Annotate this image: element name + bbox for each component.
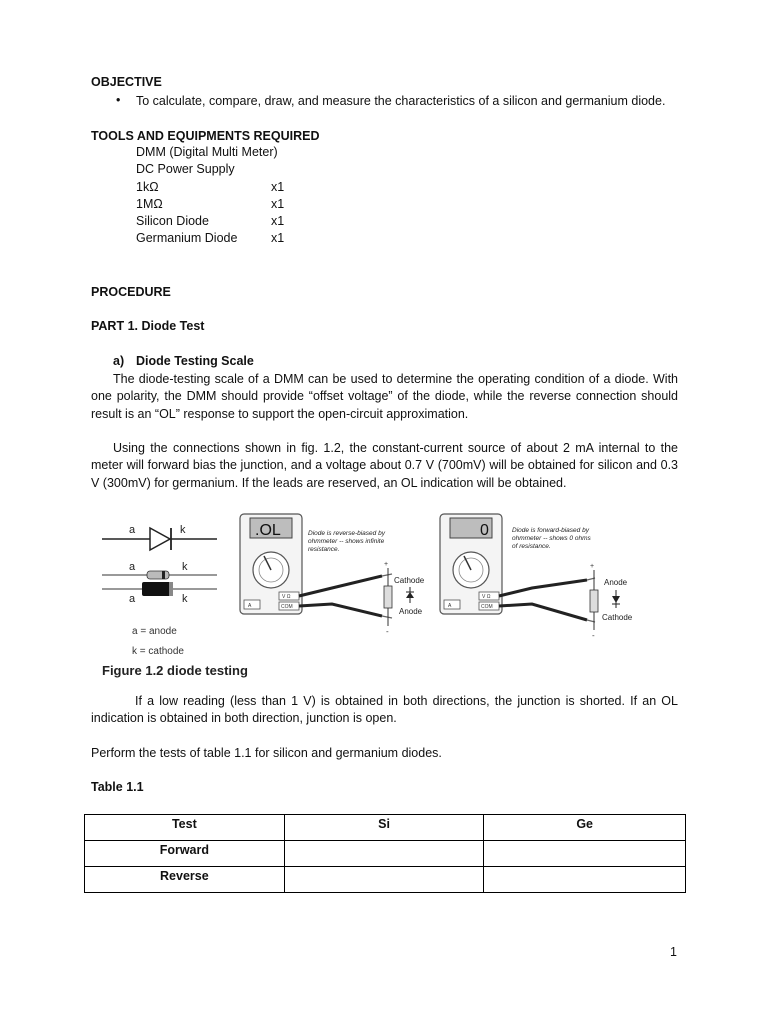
- tool-item: [136, 214, 336, 231]
- paragraph-shorted-open: If a low reading (less than 1 V) is obtained in both directions, the junction is shorted. If an OL indication is obtained in both direction, junction is open.: [91, 694, 678, 726]
- table-cell: [284, 841, 484, 867]
- plus-sign: +: [590, 563, 595, 570]
- jack-com: COM: [281, 604, 293, 610]
- figure-caption: Figure 1.2 diode testing: [102, 663, 248, 678]
- power-diode-icon: [102, 582, 217, 596]
- legend-cathode: k = cathode: [132, 646, 184, 657]
- procedure-heading: PROCEDURE: [91, 285, 171, 299]
- meter2-display: 0: [480, 522, 489, 539]
- tool-name: 1MΩ: [136, 197, 163, 211]
- test-leads-2: [499, 578, 595, 622]
- minus-sign: -: [592, 631, 595, 640]
- subsection-title: Diode Testing Scale: [136, 354, 254, 368]
- label-k: k: [182, 561, 188, 573]
- table-row: [85, 867, 686, 893]
- tools-heading: TOOLS AND EQUIPMENTS REQUIRED: [91, 129, 320, 143]
- table-header-cell: Ge: [484, 815, 686, 841]
- meter1-note-line: Diode is reverse-biased by: [308, 530, 385, 537]
- meter1-note-line: resistance.: [308, 546, 340, 553]
- tool-name: Silicon Diode: [136, 214, 209, 228]
- table-header-cell: Test: [85, 815, 285, 841]
- legend-anode: a = anode: [132, 626, 177, 637]
- table-row: [85, 841, 686, 867]
- objective-text: To calculate, compare, draw, and measure the characteristics of a silicon and germanium diode.: [136, 94, 666, 108]
- tool-item: [136, 145, 336, 162]
- test-leads-1: [299, 574, 392, 618]
- meter2-note-line: ohmmeter -- shows 0 ohms: [512, 535, 591, 542]
- page-number: 1: [670, 945, 677, 959]
- subsection-marker: a): [113, 354, 125, 368]
- jack-vohm: V Ω: [282, 594, 291, 600]
- table-cell: [484, 841, 686, 867]
- label-a: a: [129, 593, 136, 605]
- meter2-top-label: Anode: [604, 578, 628, 587]
- jack-a: A: [448, 603, 452, 609]
- tool-item: [136, 231, 336, 248]
- tool-item: [136, 197, 336, 214]
- small-diode-icon: [612, 590, 620, 608]
- tool-name: DC Power Supply: [136, 162, 235, 176]
- diode-test-table: [84, 814, 686, 893]
- tool-qty: x1: [271, 180, 285, 194]
- bullet-icon: •: [116, 93, 121, 107]
- table-cell: Forward: [85, 841, 285, 867]
- table-header-cell: Si: [284, 815, 484, 841]
- tool-item: [136, 180, 336, 197]
- table-cell: [284, 867, 484, 893]
- jack-vohm: V Ω: [482, 594, 491, 600]
- meter1-bottom-label: Anode: [399, 607, 423, 616]
- perform-instruction: Perform the tests of table 1.1 for silicon and germanium diodes.: [91, 746, 442, 760]
- label-a: a: [129, 524, 136, 536]
- table-cell: Reverse: [85, 867, 285, 893]
- multimeter-forward: [440, 514, 502, 614]
- small-diode-icon: [406, 587, 414, 603]
- tool-name: DMM (Digital Multi Meter): [136, 145, 278, 159]
- tool-qty: x1: [271, 214, 285, 228]
- glass-diode-icon: [102, 571, 217, 579]
- meter2-note-line: of resistance.: [512, 543, 551, 550]
- meter2-note-line: Diode is forward-biased by: [512, 527, 589, 534]
- meter1-top-label: Cathode: [394, 576, 425, 585]
- tool-name: 1kΩ: [136, 180, 159, 194]
- meter2-bottom-label: Cathode: [602, 613, 633, 622]
- jack-com: COM: [481, 604, 493, 610]
- meter1-display: .OL: [255, 522, 281, 539]
- paragraph-diode-scale: The diode-testing scale of a DMM can be used to determine the operating condition of a diode. With one polarity, the DMM should provide “offset voltage” of the diode, while the reverse connection should result is an “OL” response to support the open-circuit approximation.: [91, 372, 678, 421]
- plus-sign: +: [384, 561, 389, 568]
- label-a: a: [129, 561, 136, 573]
- label-k: k: [182, 593, 188, 605]
- multimeter-reverse: [240, 514, 302, 614]
- table-label: Table 1.1: [91, 780, 144, 794]
- diode-symbol: [102, 528, 217, 550]
- table-header-row: [85, 815, 686, 841]
- part1-heading: PART 1. Diode Test: [91, 319, 205, 333]
- minus-sign: -: [386, 627, 389, 636]
- jack-a: A: [248, 603, 252, 609]
- meter1-note-line: ohmmeter -- shows infinite: [308, 538, 385, 545]
- tool-qty: x1: [271, 197, 285, 211]
- diode-testing-figure: [92, 508, 680, 686]
- tool-name: Germanium Diode: [136, 231, 238, 245]
- label-k: k: [180, 524, 186, 536]
- table-cell: [484, 867, 686, 893]
- tool-qty: x1: [271, 231, 285, 245]
- objective-heading: OBJECTIVE: [91, 75, 162, 89]
- paragraph-connections: Using the connections shown in fig. 1.2, the constant-current source of about 2 mA internal to the meter will forward bias the junction, and a voltage about 0.7 V (700mV) will be obtained for silicon and 0.3 V (300mV) for germanium. If the leads are reserved, an OL indication will be obtained.: [91, 441, 678, 490]
- tool-item: [136, 162, 336, 179]
